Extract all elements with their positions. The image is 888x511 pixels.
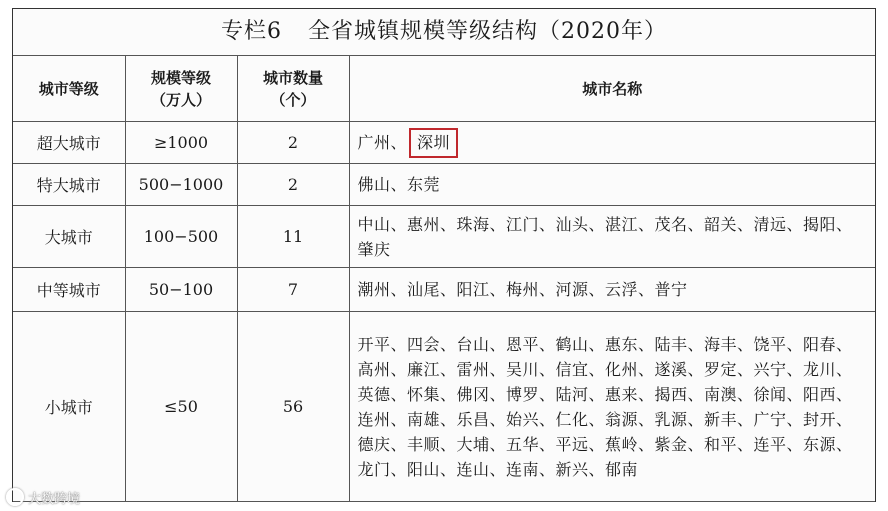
cell-names: 潮州、汕尾、阳江、梅州、河源、云浮、普宁 (349, 268, 875, 312)
header-count-line1: 城市数量 (262, 68, 323, 87)
header-scale-line2: （万人） (150, 90, 211, 109)
cell-names: 中山、惠州、珠海、江门、汕头、湛江、茂名、韶关、清远、揭阳、肇庆 (349, 206, 875, 268)
table-row (13, 122, 875, 164)
header-scale-line1: 规模等级 (150, 68, 211, 87)
cell-count: 11 (237, 206, 349, 268)
table-row (13, 312, 875, 502)
header-row (13, 56, 875, 122)
title-label: 专栏6 (221, 19, 282, 44)
cell-scale: 500−1000 (125, 164, 237, 206)
header-count (237, 56, 349, 122)
names-prefix: 广州、 (357, 132, 408, 152)
cell-level: 超大城市 (13, 122, 125, 164)
highlighted-city: 深圳 (409, 128, 458, 158)
cell-scale: 100−500 (125, 206, 237, 268)
table-row (13, 268, 875, 312)
cell-count: 2 (237, 122, 349, 164)
table-title (13, 9, 875, 56)
header-names (349, 56, 875, 122)
cell-names: 佛山、东莞 (349, 164, 875, 206)
header-names-label: 城市名称 (582, 79, 643, 98)
city-scale-table (13, 55, 875, 502)
cell-count: 2 (237, 164, 349, 206)
cell-count: 7 (237, 268, 349, 312)
cell-level: 大城市 (13, 206, 125, 268)
table-frame (12, 8, 876, 502)
cell-scale: ≤50 (125, 312, 237, 502)
watermark-text: 大数跨境 (28, 492, 81, 507)
cell-level: 特大城市 (13, 164, 125, 206)
table-row (13, 164, 875, 206)
cell-level: 小城市 (13, 312, 125, 502)
watermark-logo-icon (6, 488, 24, 506)
cell-names (349, 122, 875, 164)
cell-scale: 50−100 (125, 268, 237, 312)
watermark (6, 488, 80, 507)
header-level (13, 56, 125, 122)
cell-count: 56 (237, 312, 349, 502)
cell-scale: ≥1000 (125, 122, 237, 164)
cell-names: 开平、四会、台山、恩平、鹤山、惠东、陆丰、海丰、饶平、阳春、高州、廉江、雷州、吴川、信宜、化州、遂溪、罗定、兴宁、龙川、英德、怀集、佛冈、博罗、陆河、惠来、揭西、南澳、徐闻、阳西、连州、南雄、乐昌、始兴、仁化、翁源、乳源、新丰、广宁、封开、德庆、丰顺、大埔、五华、平远、蕉岭、紫金、和平、连平、东源、龙门、阳山、连山、连南、新兴、郁南 (349, 312, 875, 502)
table-row (13, 206, 875, 268)
cell-level: 中等城市 (13, 268, 125, 312)
header-level-label: 城市等级 (38, 79, 99, 98)
header-count-line2: （个） (270, 90, 316, 109)
title-text: 全省城镇规模等级结构（2020年） (308, 19, 667, 44)
header-scale (125, 56, 237, 122)
